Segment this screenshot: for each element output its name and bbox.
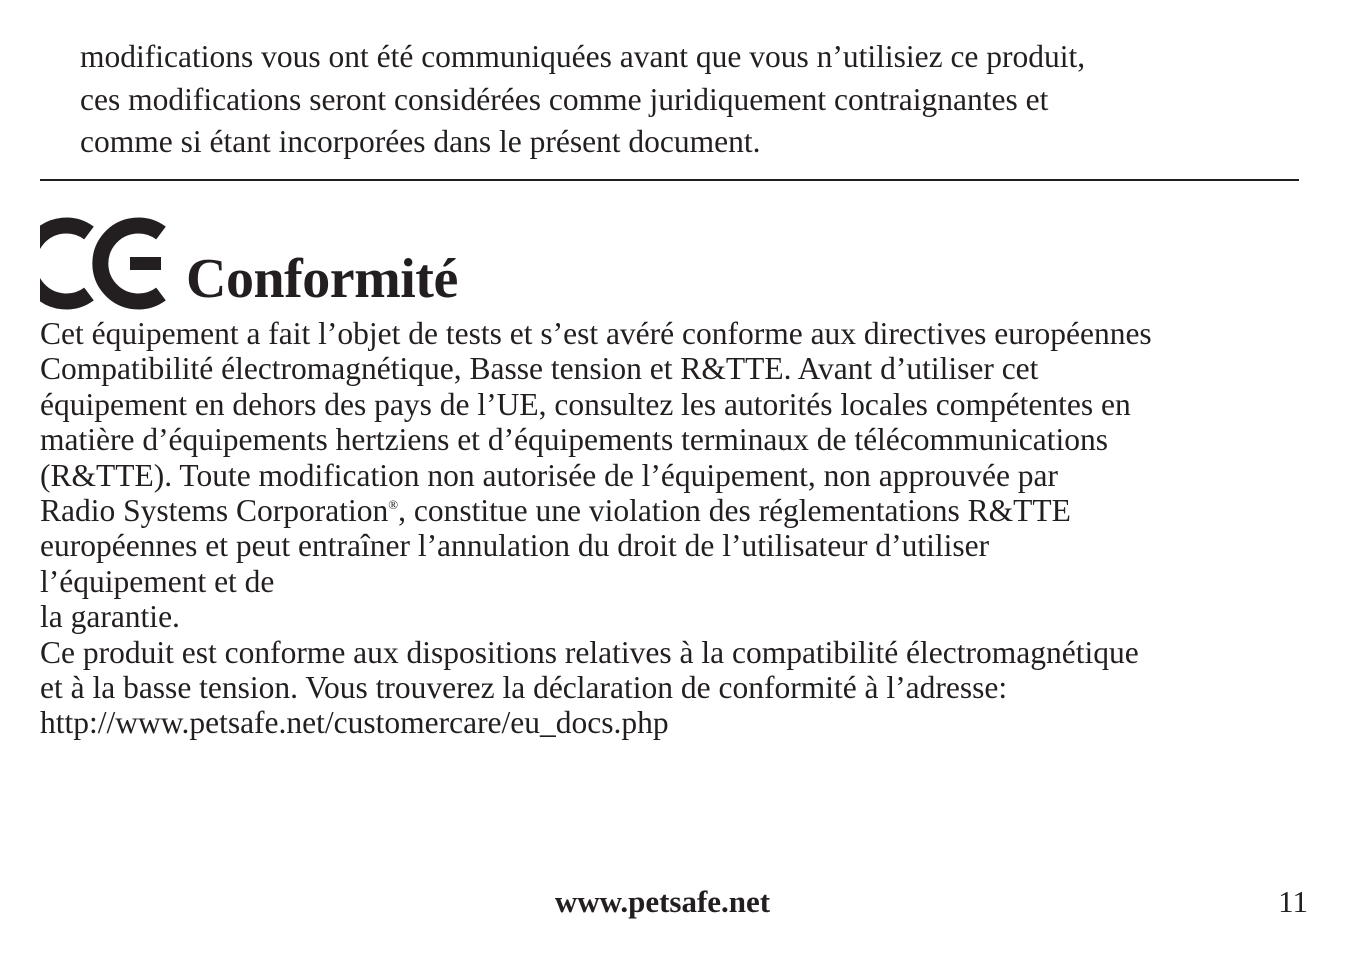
body-line: Cet équipement a fait l’objet de tests et s’est avéré conforme aux directives européennes (40, 316, 1152, 351)
registered-mark: ® (388, 497, 399, 513)
intro-line: ces modifications seront considérées comme juridiquement contraignantes et (80, 81, 1049, 117)
declaration-url: http://www.petsafe.net/customercare/eu_docs.php (40, 705, 669, 741)
body-line: européennes et peut entraîner l’annulation du droit de l’utilisateur d’utiliser (40, 528, 990, 564)
section-title: Conformité (186, 248, 458, 310)
company-name: Radio Systems Corporation (40, 493, 389, 529)
page-number: 11 (1278, 884, 1308, 919)
footer-website: www.petsafe.net (554, 884, 771, 919)
section-heading (40, 201, 458, 311)
body-line: équipement en dehors des pays de l’UE, consultez les autorités locales compétentes en (40, 386, 1131, 422)
intro-paragraph (80, 36, 1320, 164)
conformity-body (40, 316, 1320, 741)
intro-line: comme si étant incorporées dans le présent document. (80, 124, 761, 159)
body-line: Ce produit est conforme aux dispositions relatives à la compatibilité électromagnétique (40, 634, 1139, 670)
intro-line: modifications vous ont été communiquées avant que vous n’utilisiez ce produit, (80, 39, 1086, 74)
body-line: et à la basse tension. Vous trouverez la déclaration de conformité à l’adresse: (40, 670, 1008, 706)
ce-mark-icon (40, 216, 170, 311)
body-line: l’équipement et de (40, 563, 275, 599)
body-line: Compatibilité électromagnétique, Basse tension et R&TTE. Avant d’utiliser cet (40, 351, 1039, 387)
body-line-rest: , constitue une violation des réglementations R&TTE (398, 493, 1071, 529)
body-line: matière d’équipements hertziens et d’équipements terminaux de télécommunications (40, 422, 1109, 458)
body-line: la garantie. (40, 599, 180, 635)
body-line: (R&TTE). Toute modification non autorisée de l’équipement, non approuvée par (40, 457, 1059, 493)
body-line (40, 493, 1320, 528)
section-divider (40, 179, 1299, 181)
